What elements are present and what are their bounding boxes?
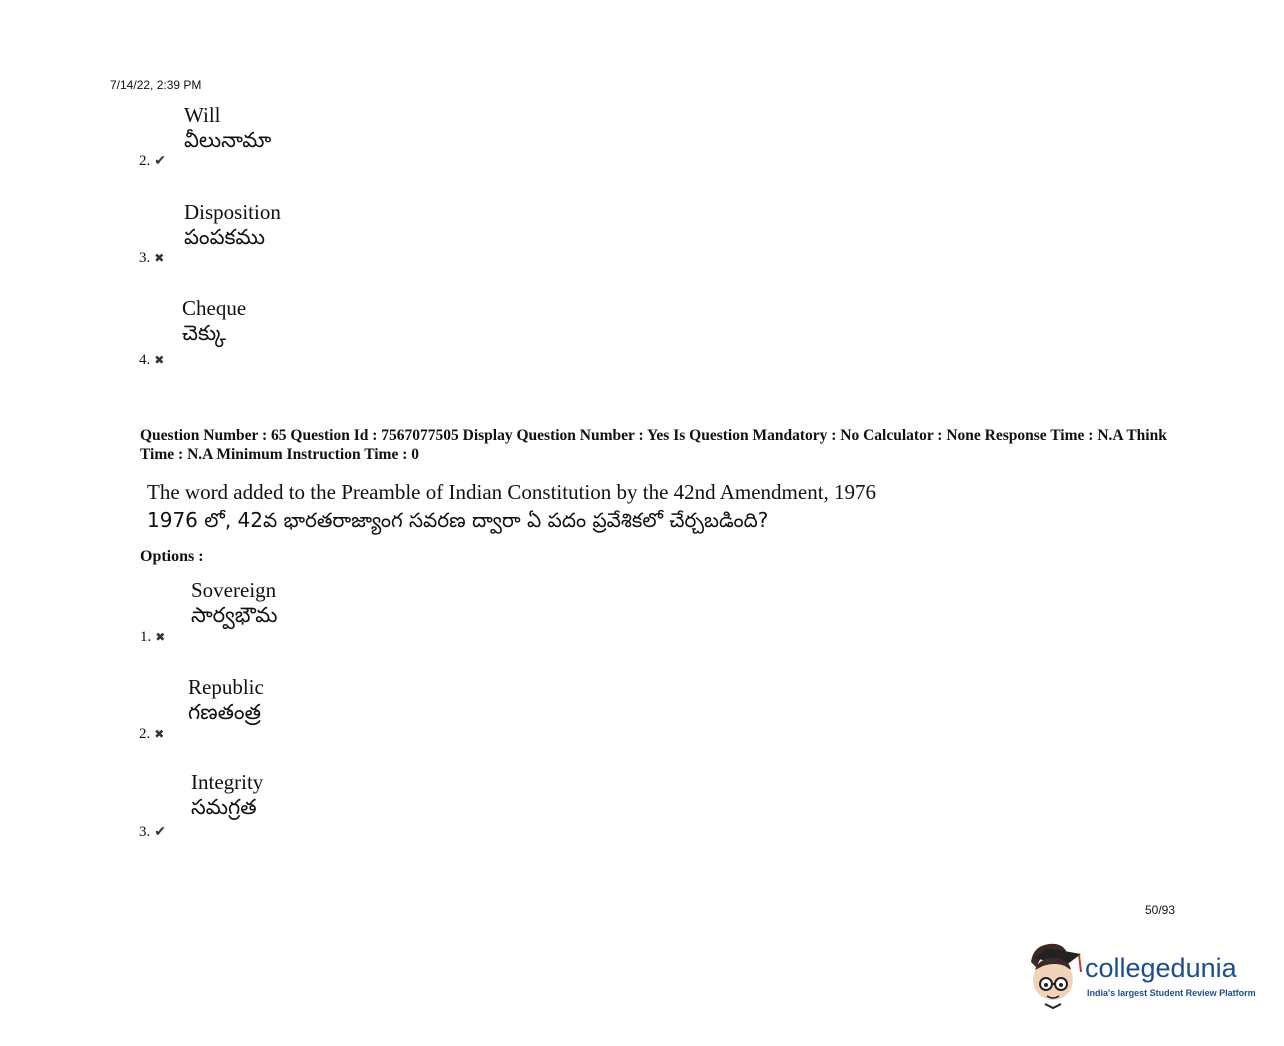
option-number: 2. [139,153,151,169]
collegedunia-mascot-icon [1025,940,1085,1010]
option-number: 4. [139,352,151,368]
check-icon: ✔ [154,154,166,169]
question-text-te: 1976 లో, 42వ భారతరాజ్యాంగ సవరణ ద్వారా ఏ పదం ప్రవేశికలో చేర్చబడింది? [147,508,769,532]
option-en: Cheque [182,296,247,320]
option-2-label [139,725,164,743]
question-text-en: The word added to the Preamble of Indian Constitution by the 42nd Amendment, 1976 [147,480,877,504]
question-meta: Question Number : 65 Question Id : 7567077505 Display Question Number : Yes Is Question Mandatory : No Calculator : None Response Time : N.A Think Time : N.A Minimum Instruction Time : 0 [140,427,1167,463]
page-number: 50/93 [1145,903,1176,917]
option-en: Will [184,103,221,127]
prev-option-2-text [184,103,271,158]
prev-option-3-text [184,200,281,255]
option-2-text [188,675,264,730]
cross-icon: ✖ [155,630,166,644]
option-te: గణతంత్ర [188,700,261,724]
print-timestamp: 7/14/22, 2:39 PM [110,78,202,92]
option-3-text [191,770,263,825]
option-te: సార్వభౌమ [191,603,278,627]
prev-option-3-label [139,249,164,267]
options-heading: Options : [140,548,204,565]
option-en: Republic [188,675,264,699]
logo-wordmark: collegedunia [1085,953,1237,983]
check-icon: ✔ [154,825,166,840]
cross-icon: ✖ [154,251,165,265]
option-te: చెక్కు [182,321,227,345]
cross-icon: ✖ [154,353,165,367]
option-number: 1. [140,629,152,645]
option-number: 2. [139,726,151,742]
option-te: వీలునామా [184,128,272,152]
option-en: Sovereign [191,578,277,602]
prev-option-4-label [139,351,164,369]
option-te: పంపకము [184,225,265,249]
option-number: 3. [139,250,151,266]
option-number: 3. [139,824,151,840]
prev-option-4-text [182,296,246,351]
option-en: Integrity [191,770,264,794]
cross-icon: ✖ [154,727,165,741]
option-en: Disposition [184,200,281,224]
option-1-text [191,578,277,633]
logo-tagline: India's largest Student Review Platform [1087,988,1256,998]
option-1-label [140,628,165,646]
option-te: సమగ్రత [191,795,257,819]
option-3-label [139,823,166,841]
prev-option-2-label [139,152,166,170]
